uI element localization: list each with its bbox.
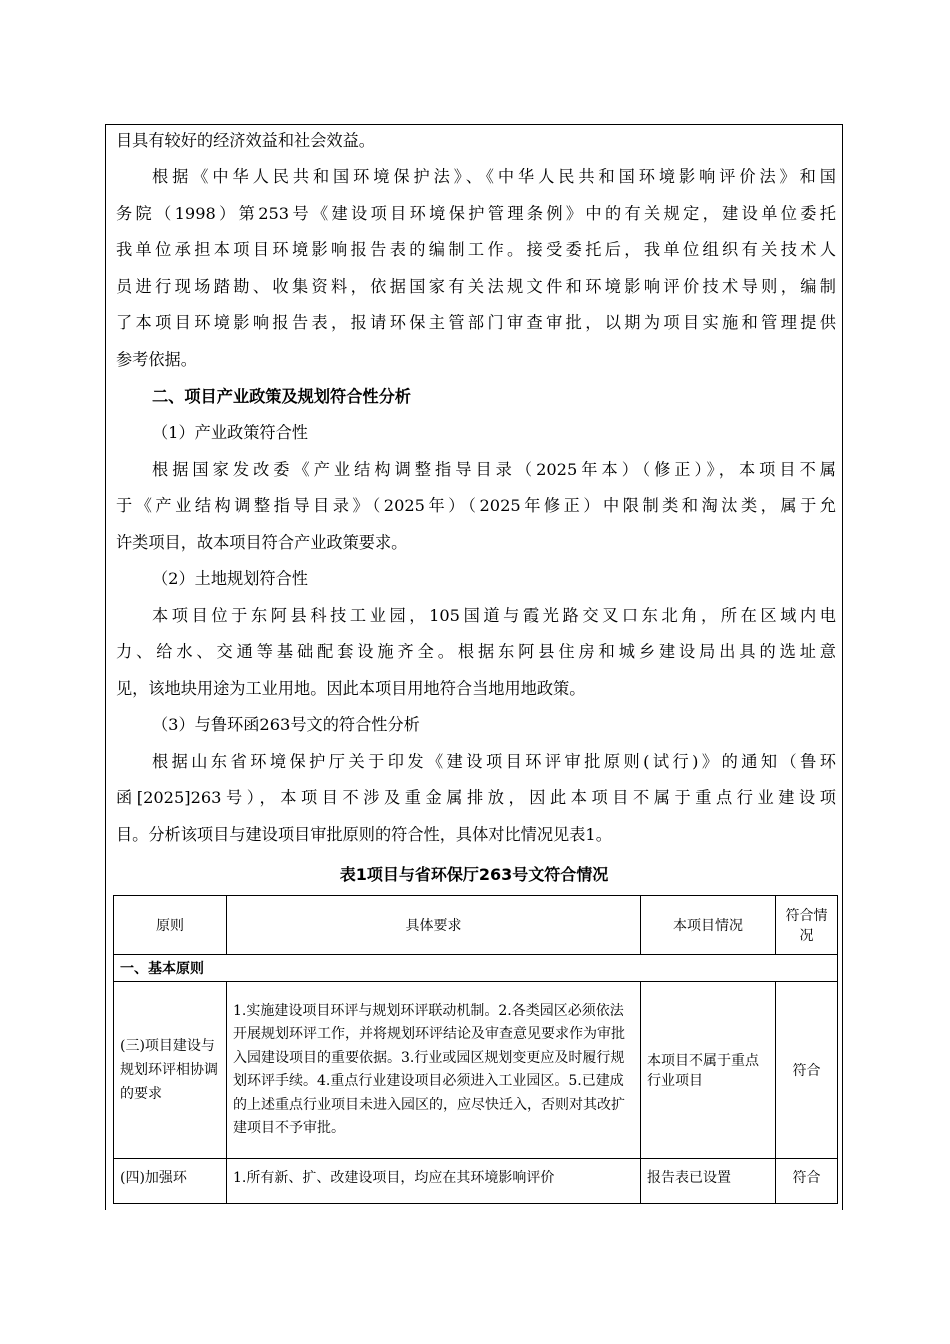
- paragraph-line: 了本项目环境影响报告表，报请环保主管部门审查审批，以期为项目实施和管理提供: [116, 313, 836, 332]
- paragraph-line: 务院（1998）第253号《建设项目环境保护管理条例》中的有关规定，建设单位委托: [116, 204, 836, 223]
- paragraph-line: 于《产业结构调整指导目录》（2025年）（2025年修正）中限制类和淘汰类，属于允: [116, 496, 836, 515]
- cell-principle: (三)项目建设与规划环评相协调的要求: [114, 982, 227, 1159]
- paragraph-line: 函[2025]263号），本项目不涉及重金属排放，因此本项目不属于重点行业建设项: [116, 788, 836, 807]
- paragraph-line: 根据国家发改委《产业结构调整指导目录（2025年本）（修正）》，本项目不属: [152, 460, 836, 479]
- section-label: 一、基本原则: [114, 955, 838, 982]
- paragraph-line: 我单位承担本项目环境影响报告表的编制工作。接受委托后，我单位组织有关技术人: [116, 240, 836, 259]
- header-status: 本项目情况: [641, 896, 776, 955]
- paragraph-line: 目。分析该项目与建设项目审批原则的符合性，具体对比情况见表1。: [116, 825, 612, 844]
- subheading: （3）与鲁环函263号文的符合性分析: [152, 715, 420, 734]
- table-section-row: [114, 955, 838, 982]
- cell-compliance: 符合: [776, 982, 838, 1159]
- subheading: （2）土地规划符合性: [152, 569, 308, 588]
- paragraph-line: 目具有较好的经济效益和社会效益。: [116, 131, 375, 150]
- cell-requirement: 1.所有新、扩、改建设项目，均应在其环境影响评价: [227, 1159, 641, 1204]
- paragraph-line: 参考依据。: [116, 350, 197, 369]
- table-caption: 表1项目与省环保厅263号文符合情况: [339, 865, 609, 884]
- cell-principle: (四)加强环: [114, 1159, 227, 1204]
- paragraph-line: 根据《中华人民共和国环境保护法》、《中华人民共和国环境影响评价法》和国: [152, 167, 836, 186]
- paragraph-line: 见，该地块用途为工业用地。因此本项目用地符合当地用地政策。: [116, 679, 586, 698]
- cell-status: 本项目不属于重点行业项目: [641, 982, 776, 1159]
- cell-status: 报告表已设置: [641, 1159, 776, 1204]
- table-row: [114, 1159, 838, 1204]
- header-compliance: 符合情况: [776, 896, 838, 955]
- cell-compliance: 符合: [776, 1159, 838, 1204]
- section-heading: 二、项目产业政策及规划符合性分析: [152, 387, 411, 406]
- compliance-table: [113, 895, 838, 1204]
- cell-requirement: 1.实施建设项目环评与规划环评联动机制。2.各类园区必须依法开展规划环评工作，并将规划环评结论及审查意见要求作为审批入园建设项目的重要依据。3.行业或园区规划变更应及时履行规划环评手续。4.重点行业建设项目必须进入工业园区。5.已建成的上述重点行业项目未进入园区的，应尽快迁入，否则对其改扩建项目不予审批。: [227, 982, 641, 1159]
- table-header-row: [114, 896, 838, 955]
- paragraph-line: 员进行现场踏勘、收集资料，依据国家有关法规文件和环境影响评价技术导则，编制: [116, 277, 836, 296]
- header-requirement: 具体要求: [227, 896, 641, 955]
- paragraph-line: 根据山东省环境保护厅关于印发《建设项目环评审批原则(试行)》的通知（鲁环: [152, 752, 836, 771]
- paragraph-line: 力、给水、交通等基础配套设施齐全。根据东阿县住房和城乡建设局出具的选址意: [116, 642, 836, 661]
- paragraph-line: 本项目位于东阿县科技工业园，105国道与霞光路交叉口东北角，所在区域内电: [152, 606, 836, 625]
- header-principle: 原则: [114, 896, 227, 955]
- paragraph-line: 许类项目，故本项目符合产业政策要求。: [116, 533, 408, 552]
- subheading: （1）产业政策符合性: [152, 423, 308, 442]
- table-row: [114, 982, 838, 1159]
